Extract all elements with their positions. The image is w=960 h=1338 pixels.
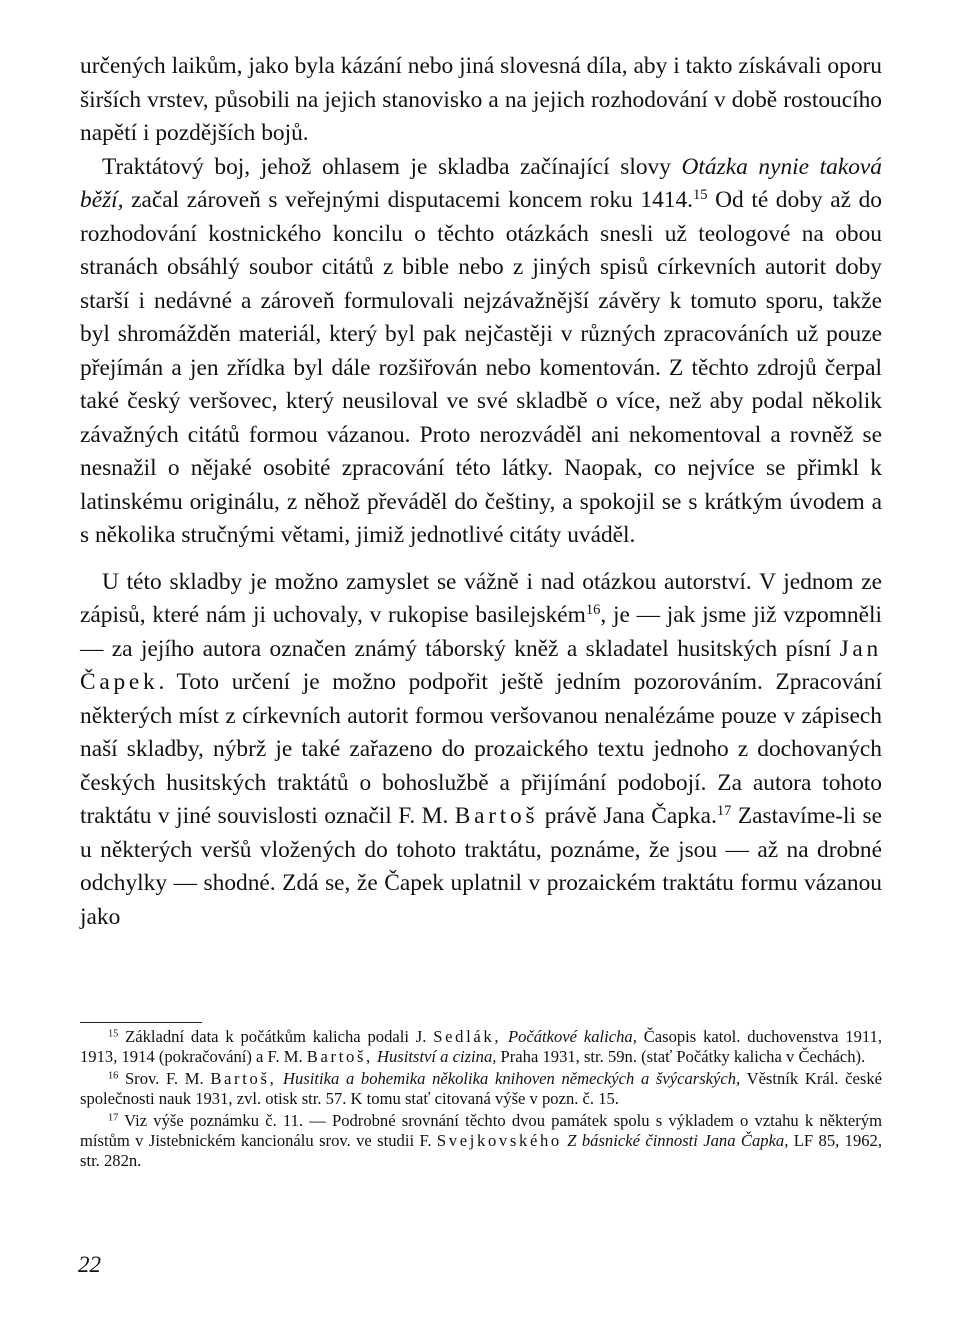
work-title: Husitství a cizina,	[372, 1047, 497, 1066]
footnote-text: Viz výše poznámku č. 11. — Podrobné srovnání těchto dvou památek spolu s výkladem o vztahu k některým místům v Jistebnickém kancionálu srov. ve studii F.	[80, 1111, 882, 1150]
footnote-text: Srov. F. M.	[118, 1069, 211, 1088]
paragraph-3-text-c: . Toto určení je možno podpořit ještě jedním pozorováním. Zpracování některých míst z církevních autorit formou veršovanou nenalézáme pouze v zápisech naší skladby, nýbrž je také zařazeno do prozaického textu jednoho z dochovaných českých husitských traktátů o bohoslužbě a přijímání podobojí. Za autora tohoto traktátu v jiné souvislosti označil F. M.	[80, 669, 882, 829]
paragraph-2-text-c: Od té doby až do rozhodování kostnického koncilu o těchto otázkách snesli už teologové na obou stranách obsáhlý soubor citátů z bible nebo z jiných spisů církevních autorit doby starší i nedávné a zároveň formulovali nejzávažnější závěry k tomuto sporu, takže byl shromážděn materiál, který byl pak nejčastěji v různých zpracováních už pouze přejímán a jen zřídka byl dále rozšiřován nebo komentován. Z těchto zdrojů čerpal také český veršovec, který neusiloval ve své skladbě o více, než aby podal několik závažných citátů formou vázanou. Proto nerozváděl ani nekomentoval a rovněž se nesnažil o nějaké osobité zpracování této látky. Naopak, co nejvíce se přimkl k latinskému originálu, z něhož převáděl do češtiny, a spokojil se s krátkým úvodem a s několika stručnými větami, jimiž jednotlivé citáty uváděl.	[80, 187, 882, 548]
footnote-text: Praha 1931, str. 59n. (stať Počátky kalicha v Čechách).	[496, 1047, 866, 1066]
footnote-ref-16[interactable]: 16	[585, 602, 601, 619]
footnote-16	[80, 1069, 882, 1109]
paragraph-1: určených laikům, jako byla kázání nebo jiná slovesná díla, aby i takto získávali oporu širších vrstev, působili na jejich stanovisko a na jejich rozhodování v době rostoucího napětí i pozdějších bojů.	[80, 53, 882, 146]
paragraph-3-text-d: právě Jana Čapka.	[538, 803, 717, 829]
paragraph-2-text-b: začal zároveň s veřejnými disputacemi koncem roku 1414.	[123, 187, 693, 213]
footnote-text: Základní data k počátkům kalicha podali J.	[118, 1027, 434, 1046]
author-name: Bartoš,	[306, 1047, 373, 1066]
work-title: Husitika a bohemika několika knihoven německých a švýcarských,	[276, 1069, 741, 1088]
work-title: Otázka nynie taková běží,	[80, 153, 882, 213]
paragraph-3	[80, 566, 882, 935]
page-number: 22	[78, 1252, 101, 1277]
author-name-bartos: Bartoš	[454, 803, 539, 829]
footnotes	[80, 1022, 882, 1171]
footnote-text: Věstník Král. české společnosti nauk 1931, zvl. otisk str. 57. K tomu stať citovaná výše v pozn. č. 15.	[80, 1069, 883, 1108]
work-title: Z básnické činnosti Jana Čapka,	[561, 1131, 789, 1150]
main-text	[80, 50, 882, 934]
page	[80, 50, 883, 1170]
footnote-number: 17	[108, 1112, 119, 1124]
footnote-15	[80, 1027, 882, 1067]
footnote-ref-15[interactable]: 15	[693, 187, 708, 204]
paragraph-3-text-e: Zastavíme-li se u některých veršů vložených do tohoto traktátu, poznáme, že jsou — až na drobné odchylky — shodné. Zdá se, že Čapek uplatnil v prozaickém traktátu formu vázanou jako	[80, 803, 883, 930]
footnote-rule	[80, 1022, 202, 1023]
footnote-number: 16	[108, 1070, 119, 1082]
author-name-capek: Jan Čapek	[80, 635, 882, 695]
paragraph-3-text-b: , je — jak jsme již vzpomněli — za jejího autora označen známý táborský kněž a skladatel husitských písní	[80, 602, 882, 662]
footnote-text: Časopis katol. duchovenstva 1911, 1913, 1914 (pokračování) a F. M.	[80, 1027, 883, 1066]
paragraph-2-text-a: Traktátový boj, jehož ohlasem je skladba začínající slovy	[102, 153, 682, 180]
footnote-17	[80, 1111, 882, 1171]
footnote-ref-17[interactable]: 17	[716, 803, 732, 820]
author-name: Bartoš,	[210, 1069, 277, 1088]
author-name: Svejkovského	[436, 1131, 562, 1150]
footnote-number: 15	[108, 1028, 119, 1040]
author-name: Sedlák,	[433, 1027, 502, 1046]
work-title: Počátkové kalicha,	[501, 1027, 637, 1046]
paragraph-3-text-a: U této skladby je možno zamyslet se vážně i nad otázkou autorství. V jednom ze zápisů, které nám ji uchovaly, v rukopise basilejském	[80, 568, 882, 628]
footnote-text: LF 85, 1962, str. 282n.	[80, 1131, 883, 1170]
paragraph-2	[80, 151, 882, 553]
